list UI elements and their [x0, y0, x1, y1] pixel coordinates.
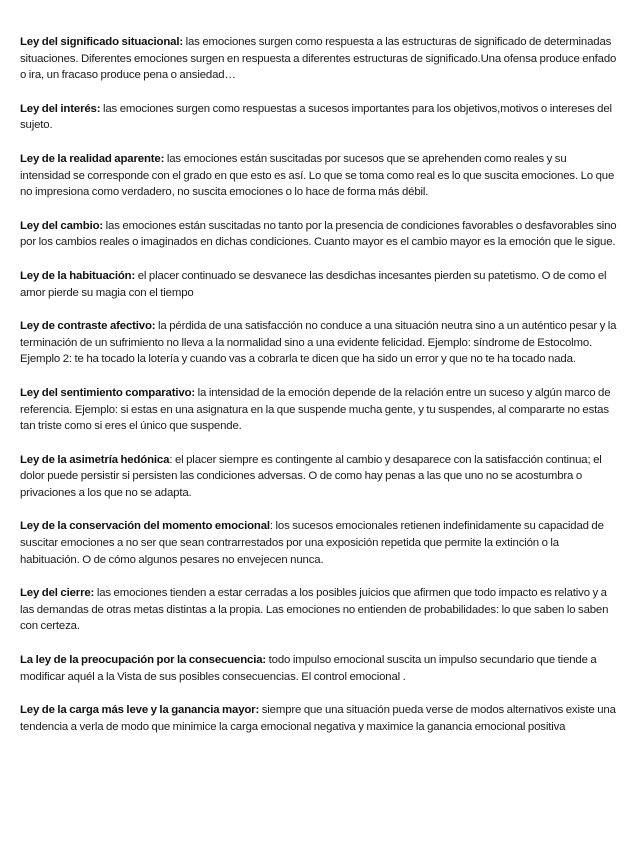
law-text: las emociones están suscitadas no tanto por la presencia de condiciones favorables o desfavorables sino por los cambios reales o imaginados en dichas condiciones. Cuanto mayor es el cambio mayor es la emoción que le sigue.: [20, 219, 617, 249]
law-term: Ley de la asimetría hedónica: [20, 453, 170, 466]
law-text: las emociones están suscitadas por sucesos que se aprehenden como reales y su intensidad se corresponde con el grado en que esto es así. Lo que se toma como real es lo que suscita emociones. Lo que no impresiona como verdadero, no suscita emociones o lo hace de forma más débil.: [20, 152, 615, 199]
law-paragraph-realidad-aparente: [20, 151, 618, 201]
law-paragraph-conservacion-momento: [20, 518, 618, 568]
law-paragraph-interes: [20, 101, 618, 134]
law-text: la pérdida de una satisfacción no conduce a una situación neutra sino a un auténtico pesar y la terminación de un sufrimiento no lleva a la normalidad sino a una evidente felicidad. Ejemplo: síndrome de Estocolmo. Ejemplo 2: te ha tocado la lotería y cuando vas a cobrarla te dicen que ha sido un error y que no te ha tocado nada.: [20, 320, 617, 366]
law-term: Ley del significado situacional:: [20, 36, 183, 48]
law-paragraph-significado-situacional: [20, 34, 618, 84]
law-term: Ley del cierre:: [20, 587, 95, 600]
law-term: Ley de la conservación del momento emocional: [20, 520, 270, 533]
law-text: las emociones surgen como respuesta a las estructuras de significado de determinadas situaciones. Diferentes emociones surgen en respuesta a diferentes estructuras de significado.Una ofensa produce enfado o ira, un fracaso produce pena o ansiedad…: [20, 36, 617, 82]
law-text: : el placer siempre es contingente al cambio y desaparece con la satisfacción continua; el dolor puede persistir si persisten las condiciones adversas. O de como hay penas a las que uno no se acostumbra o privaciones a los que no se adapta.: [20, 453, 602, 499]
law-paragraph-habituacion: [20, 268, 618, 301]
law-paragraph-contraste-afectivo: [20, 318, 618, 368]
law-term: Ley de la habituación:: [20, 269, 136, 282]
law-paragraph-asimetria-hedonica: [20, 452, 618, 502]
law-paragraph-sentimiento-comparativo: [20, 385, 618, 435]
document-page: [20, 34, 618, 752]
law-term: Ley de contraste afectivo:: [20, 320, 156, 333]
law-paragraph-carga-leve: [20, 702, 618, 735]
law-text: : los sucesos emocionales retienen indefinidamente su capacidad de suscitar emociones a no ser que sean contrarrestados por una exposición repetida que permite la extinción o la habituación. O de cómo algunos pesares no envejecen nunca.: [20, 520, 604, 566]
law-term: Ley del cambio:: [20, 219, 104, 232]
law-text: el placer continuado se desvanece las desdichas incesantes pierden su patetismo. O de como el amor pierde su magia con el tiempo: [20, 269, 607, 299]
law-text: las emociones tienden a estar cerradas a los posibles juicios que afirmen que todo impacto es relativo y a las demandas de otras metas distintas a la propia. Las emociones no entienden de probabilidades: lo que saben lo saben con certeza.: [20, 587, 609, 633]
law-text: siempre que una situación pueda verse de modos alternativos existe una tendencia a verla de modo que minimice la carga emocional negativa y maximice la ganancia emocional positiva: [20, 704, 616, 733]
law-text: la intensidad de la emoción depende de la relación entre un suceso y algún marco de referencia. Ejemplo: si estas en una asignatura en la que suspende mucha gente, y tu suspendes, al compararte no estas tan triste como si eres el único que suspende.: [20, 386, 611, 433]
law-text: todo impulso emocional suscita un impulso secundario que tiende a modificar aquél a la Vista de sus posibles consecuencias. El control emocional .: [20, 654, 597, 683]
law-term: Ley del sentimiento comparativo:: [20, 386, 196, 399]
law-term: La ley de la preocupación por la consecuencia:: [20, 654, 267, 667]
law-term: Ley de la realidad aparente:: [20, 152, 165, 165]
law-paragraph-preocupacion-consecuencia: [20, 652, 618, 685]
law-term: Ley de la carga más leve y la ganancia mayor:: [20, 704, 260, 717]
law-paragraph-cierre: [20, 585, 618, 635]
law-term: Ley del interés:: [20, 102, 101, 115]
law-text: las emociones surgen como respuestas a sucesos importantes para los objetivos,motivos o intereses del sujeto.: [20, 102, 612, 132]
law-paragraph-cambio: [20, 218, 618, 251]
